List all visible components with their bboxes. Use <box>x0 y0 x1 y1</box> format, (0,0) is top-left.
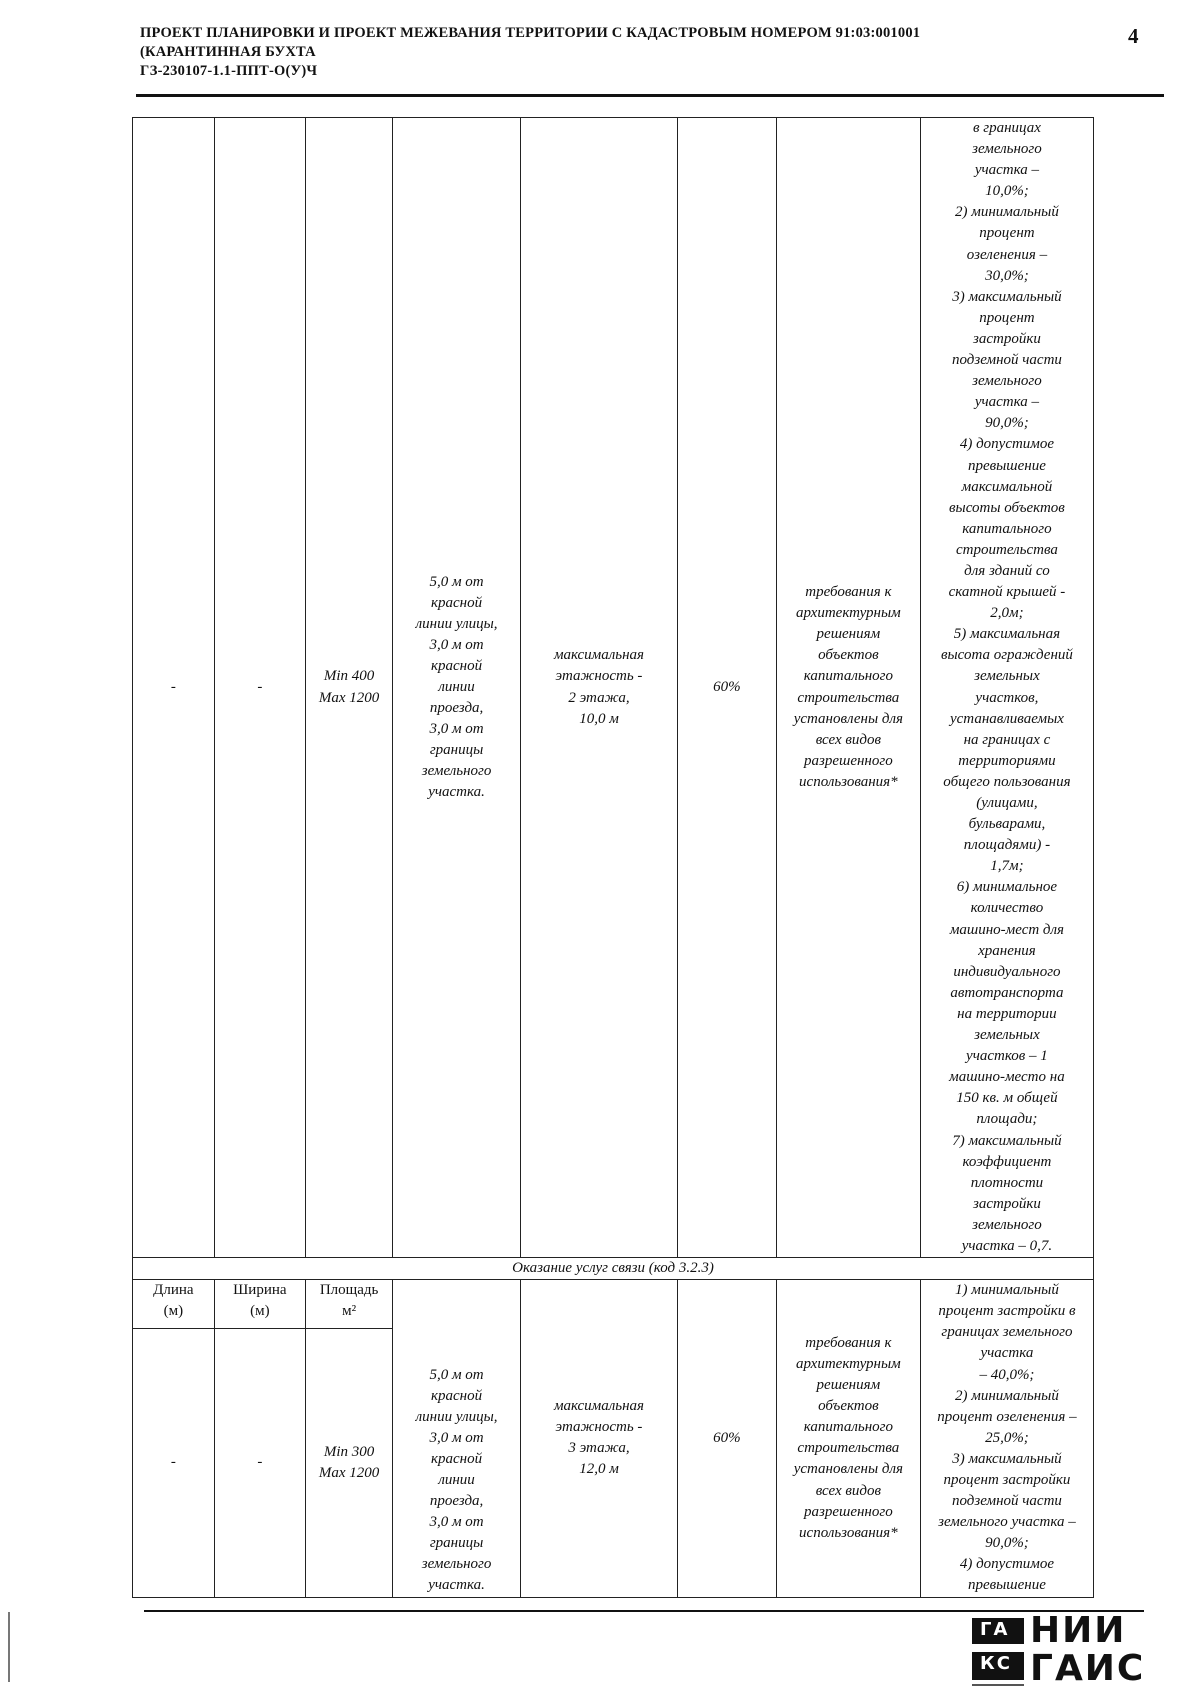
cell-setbacks: 5,0 м от красной линии улицы, 3,0 м от красной линии проезда, 3,0 м от границы земельного участка. <box>393 1280 521 1597</box>
cell-width: - <box>214 1328 305 1597</box>
header-doc-code: ГЗ-230107-1.1-ППТ-О(У)Ч <box>140 63 318 79</box>
cell-other-params: 1) минимальный процент застройки в границах земельного участка – 40,0%; 2) минимальный процент озеленения – 25,0%; 3) максимальный процент застройки подземной части земельного участка – 90,0%; 4) допустимое превышение <box>920 1280 1093 1597</box>
cell-height: максимальная этажность - 3 этажа, 12,0 м <box>521 1280 678 1597</box>
cell-width: - <box>214 118 305 1258</box>
section-title: Оказание услуг связи (код 3.2.3) <box>133 1258 1094 1280</box>
cell-length: - <box>133 1328 215 1597</box>
header-length: Длина (м) <box>133 1280 215 1329</box>
cell-area: Min 300 Max 1200 <box>306 1328 393 1597</box>
cell-requirements: требования к архитектурным решениям объектов капитального строительства установлены для всех видов разрешенного использования* <box>776 118 920 1258</box>
niigais-logo <box>972 1610 1172 1690</box>
header-rule <box>136 94 1164 97</box>
regulations-table <box>132 117 1094 1598</box>
cell-length: - <box>133 118 215 1258</box>
cell-area: Min 400 Max 1200 <box>306 118 393 1258</box>
logo-text-line2: ГАИС <box>1030 1648 1146 1689</box>
cell-coverage: 60% <box>677 118 776 1258</box>
cell-height: максимальная этажность - 2 этажа, 10,0 м <box>521 118 678 1258</box>
header-area: Площадь м² <box>306 1280 393 1329</box>
cell-other-params: в границах земельного участка – 10,0%; 2) минимальный процент озеленения – 30,0%; 3) максимальный процент застройки подземной части земельного участка – 90,0%; 4) допустимое превышение максимальной высоты объектов капитального строительства для зданий со скатной крышей - 2,0м; 5) максимальная высота ограждений земельных участков, устанавливаемых на границах с территориями общего пользования (улицами, бульварами, площадями) - 1,7м; 6) минимальное количество машино-мест для хранения индивидуального автотранспорта на территории земельных участков – 1 машино-место на 150 кв. м общей площади; 7) максимальный коэффициент плотности застройки земельного участка – 0,7. <box>920 118 1093 1258</box>
logo-mark-icon: ГА КС <box>972 1618 1024 1680</box>
table-row <box>133 118 1094 1258</box>
margin-mark <box>8 1612 10 1682</box>
page-number: 4 <box>1128 24 1139 48</box>
section-row <box>133 1258 1094 1280</box>
document-header <box>140 24 1080 81</box>
subheader-row <box>133 1280 1094 1329</box>
cell-setbacks: 5,0 м от красной линии улицы, 3,0 м от красной линии проезда, 3,0 м от границы земельного участка. <box>393 118 521 1258</box>
header-title-line2: (КАРАНТИННАЯ БУХТА <box>140 44 316 60</box>
cell-coverage: 60% <box>677 1280 776 1597</box>
header-title-line1: ПРОЕКТ ПЛАНИРОВКИ И ПРОЕКТ МЕЖЕВАНИЯ ТЕРРИТОРИИ С КАДАСТРОВЫМ НОМЕРОМ 91:03:001001 <box>140 25 921 41</box>
logo-text-line1: НИИ <box>1030 1610 1127 1651</box>
logo-underline <box>972 1684 1024 1686</box>
header-width: Ширина (м) <box>214 1280 305 1329</box>
cell-requirements: требования к архитектурным решениям объектов капитального строительства установлены для всех видов разрешенного использования* <box>776 1280 920 1597</box>
